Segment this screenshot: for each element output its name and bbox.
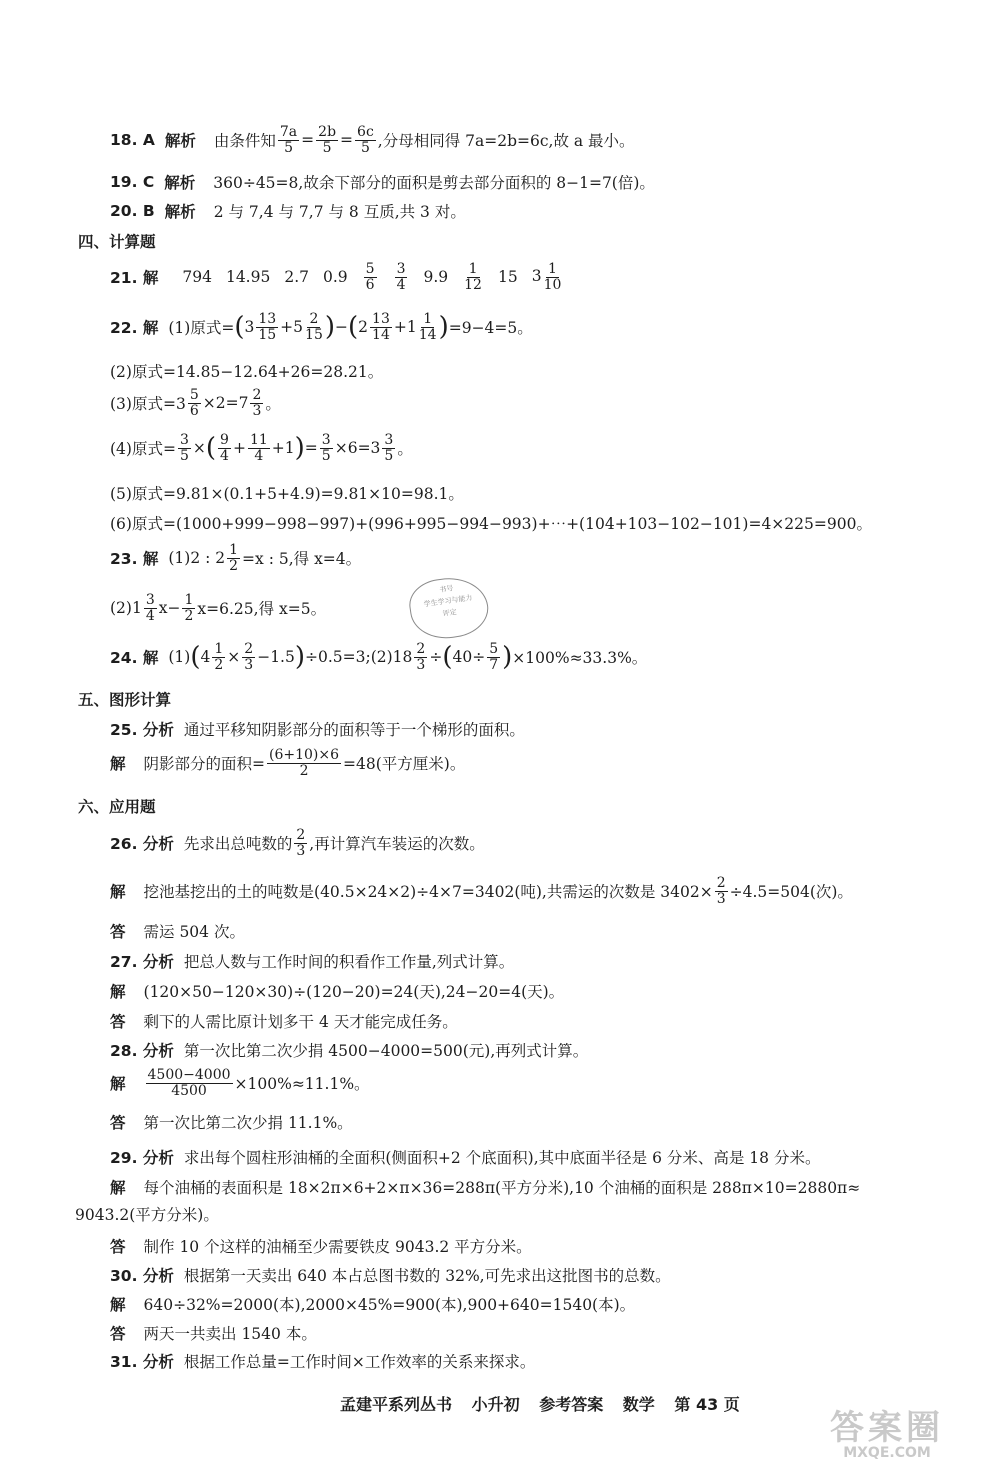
- q30-answer: 答 两天一共卖出 1540 本。: [110, 1325, 317, 1343]
- q27-analysis: 27. 分析 把总人数与工作时间的积看作工作量,列式计算。: [110, 950, 514, 972]
- q30-solution: 解 640÷32%=2000(本),2000×45%=900(本),900+640=1540(本)。: [110, 1296, 636, 1314]
- q18-line: 18. A 解析 由条件知 $\frac{7a}{5}$ = $\frac{2b}{5}$ = $\frac{6c}{5}$ ,分母相同得 7a=2b=6c,故 a 最小。: [110, 124, 635, 156]
- q21-number: 21. 解: [110, 269, 159, 288]
- q28-solution: 解 $\frac{4500-4000}{4500}$ ×100%≈11.1%。: [110, 1067, 370, 1099]
- q18-frac3: $\frac{6c}{5}$: [357, 124, 374, 156]
- q29-solution: 解 每个油桶的表面积是 18×2π×6+2×π×36=288π(平方分米),10 个油桶的面积是 288π×10=2880π≈: [110, 1179, 861, 1197]
- footer-series: 孟建平系列丛书: [340, 1395, 453, 1414]
- q31-analysis: 31. 分析 根据工作总量=工作时间×工作效率的关系来探求。: [110, 1350, 535, 1372]
- q22-line1: 22. 解 (1)原式= ( 3 $\frac{13}{15}$ +5 $\frac{2}{15}$ ) − ( 2 $\frac{13}{14}$ +1 $\frac{1}{14}$ ) =9−4=5。: [110, 311, 533, 343]
- q29-analysis: 29. 分析 求出每个圆柱形油桶的全面积(侧面积+2 个底面积),其中底面半径是 6 分米、高是 18 分米。: [110, 1146, 820, 1168]
- footer-subject: 数学: [622, 1395, 655, 1414]
- q24-line: 24. 解 (1) ( 4 $\frac{1}{2}$ × $\frac{2}{3}$ −1.5 ) ÷0.5=3;(2)18 $\frac{2}{3}$ ÷ ( 40÷ $\frac{5}{7}$ ) ×100%≈33.3%。: [110, 641, 648, 673]
- footer-kind: 参考答案: [539, 1395, 604, 1414]
- q25-analysis: 25. 分析 通过平移知阴影部分的面积等于一个梯形的面积。: [110, 718, 525, 740]
- q19-line: [110, 171, 655, 193]
- footer-grade: 小升初: [471, 1395, 520, 1414]
- q30-number: 30. 分析: [110, 1267, 174, 1285]
- q26-solution: 解 挖池基挖出的土的吨数是(40.5×24×2)÷4×7=3402(吨),共需运的次数是 3402× $\frac{2}{3}$ ÷4.5=504(次)。: [110, 875, 853, 907]
- q19-text: 360÷45=8,故余下部分的面积是剪去部分面积的 8−1=7(倍)。: [213, 174, 655, 192]
- q29-solution-cont: 9043.2(平方分米)。: [75, 1206, 219, 1224]
- q26-answer: 答 需运 504 次。: [110, 923, 245, 941]
- q22-number: 22. 解: [110, 319, 159, 338]
- q22-line5: (5)原式=9.81×(0.1+5+4.9)=9.81×10=98.1。: [110, 485, 464, 503]
- q18-number: 18. A: [110, 131, 155, 150]
- q22-line4: (4)原式= $\frac{3}{5}$ × ( $\frac{9}{4}$ + $\frac{11}{4}$ +1 ) = $\frac{3}{5}$ ×6=3 $\frac{3}{5}$ 。: [110, 432, 413, 464]
- q22-line6: (6)原式=(1000+999−998−997)+(996+995−994−993)+⋯+(104+103−102−101)=4×225=900。: [110, 515, 872, 533]
- watermark-logo: 答案圈 MXQE.COM: [830, 1408, 944, 1461]
- q21-line: 21. 解 794 14.95 2.7 0.9 $\frac{5}{6}$ $\frac{3}{4}$ 9.9 $\frac{1}{12}$ 15 3 $\frac{1}{10}$: [110, 261, 562, 293]
- q22-line2: (2)原式=14.85−12.64+26=28.21。: [110, 363, 384, 381]
- page-footer: [340, 1392, 754, 1415]
- q20-label: 解析: [164, 203, 196, 221]
- q27-answer: 答 剩下的人需比原计划多干 4 天才能完成任务。: [110, 1013, 458, 1031]
- q21-frac-f: $\frac{3}{4}$: [396, 261, 406, 293]
- q25-number: 25. 分析: [110, 721, 174, 739]
- q18-frac2: $\frac{2b}{5}$: [318, 124, 337, 156]
- q19-number: 19. C: [110, 173, 155, 191]
- q28-number: 28. 分析: [110, 1042, 174, 1060]
- q26-analysis: 26. 分析 先求出总吨数的 $\frac{2}{3}$ ,再计算汽车装运的次数。: [110, 827, 485, 859]
- q27-number: 27. 分析: [110, 953, 174, 971]
- section-5-heading: 五、图形计算: [78, 691, 172, 709]
- reviewer-stamp: 书号 学生学习与能力 评定: [406, 573, 492, 643]
- q18-post: ,分母相同得 7a=2b=6c,故 a 最小。: [377, 132, 635, 151]
- q21-frac-e: $\frac{5}{6}$: [365, 261, 375, 293]
- q22-line3: (3)原式=3 $\frac{5}{6}$ ×2=7 $\frac{2}{3}$ 。: [110, 387, 281, 419]
- q29-answer: 答 制作 10 个这样的油桶至少需要铁皮 9043.2 平方分米。: [110, 1238, 532, 1256]
- q21-mixed-j: 3 $\frac{1}{10}$: [531, 261, 562, 293]
- q18-pre: 由条件知: [213, 132, 276, 151]
- q30-analysis: 30. 分析 根据第一天卖出 640 本占总图书数的 32%,可先求出这批图书的总数。: [110, 1264, 671, 1286]
- q28-answer: 答 第一次比第二次少捐 11.1%。: [110, 1114, 353, 1132]
- q29-number: 29. 分析: [110, 1149, 174, 1167]
- q23-line2: (2)1 $\frac{3}{4}$ x− $\frac{1}{2}$ x=6.25,得 x=5。: [110, 592, 327, 624]
- section-6-heading: 六、应用题: [78, 798, 156, 816]
- q18-frac1: $\frac{7a}{5}$: [279, 124, 298, 156]
- q23-number: 23. 解: [110, 550, 159, 569]
- q24-number: 24. 解: [110, 649, 159, 668]
- q26-number: 26. 分析: [110, 835, 174, 854]
- section-4-heading: 四、计算题: [78, 233, 156, 251]
- q20-text: 2 与 7,4 与 7,7 与 8 互质,共 3 对。: [213, 203, 466, 221]
- q27-solution: 解 (120×50−120×30)÷(120−20)=24(天),24−20=4(天)。: [110, 983, 565, 1001]
- q18-label: 解析: [164, 132, 196, 151]
- q28-analysis: 28. 分析 第一次比第二次少捐 4500−4000=500(元),再列式计算。: [110, 1039, 588, 1061]
- q31-number: 31. 分析: [110, 1353, 174, 1371]
- footer-page-number: 第 43 页: [674, 1395, 740, 1414]
- q25-solution: 解 阴影部分的面积= $\frac{(6+10)\times 6}{2}$ =48(平方厘米)。: [110, 747, 466, 779]
- q23-line1: 23. 解 (1)2 : 2 $\frac{1}{2}$ =x : 5,得 x=4。: [110, 542, 362, 574]
- q21-frac-h: $\frac{1}{12}$: [464, 261, 482, 293]
- q19-label: 解析: [164, 174, 196, 192]
- q20-line: [110, 200, 466, 222]
- q20-number: 20. B: [110, 202, 155, 220]
